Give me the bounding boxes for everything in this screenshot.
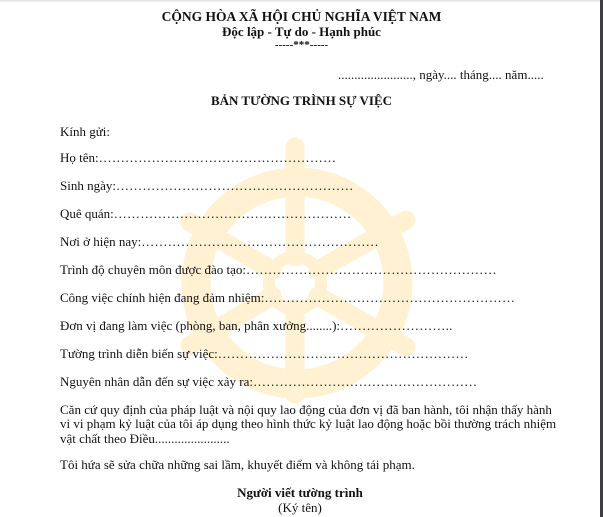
field-label: Đơn vị đang làm việc (phòng, ban, phân xưởng........): [60,318,341,333]
promise-statement: Tôi hứa sẽ sửa chữa những sai lầm, khuyết điểm và không tái phạm. [60,457,415,472]
field-label: Quê quán: [60,206,114,221]
field-blank: ……………………………………………… [113,206,352,221]
field-current-job [60,290,515,305]
nation-heading: CỘNG HÒA XÃ HỘI CHỦ NGHĨA VIỆT NAM [161,9,442,24]
field-incident-cause [60,374,477,389]
top-edge-shadow [0,0,603,3]
date-line: ......................., ngày.... tháng.... năm..... [338,67,544,82]
field-label: Sinh ngày: [60,178,116,193]
motto: Độc lập - Tự do - Hạnh phúc [222,24,381,39]
field-blank: ………………………………………………… [217,346,469,361]
field-work-unit [60,318,453,333]
field-label: Họ tên: [60,150,99,165]
field-incident-description [60,346,469,361]
field-blank: ………………………………………………… [264,290,516,305]
field-label: Nơi ở hiện nay: [60,234,142,249]
field-current-address [60,234,379,249]
field-blank: …………………….. [340,318,453,333]
field-blank: ………………………………………………… [246,262,497,277]
signature-note: (Ký tên) [278,500,322,515]
field-blank: ……………………………………………… [115,178,354,193]
field-label: Nguyên nhân dẫn đến sự việc xảy ra: [60,374,253,389]
field-full-name [60,150,336,165]
document-title: BẢN TƯỜNG TRÌNH SỰ VIỆC [210,93,393,108]
separator: -----***----- [274,39,329,51]
discipline-paragraph: Căn cứ quy định của pháp luật và nội quy lao động của đơn vị đã ban hành, tôi nhận thấy hành vi vi phạm kỷ luật của tôi áp dụng theo hình thức kỷ luật lao động hoặc bồi thường trách nhiệm vật chất theo Điều....................... [60,402,557,446]
field-hometown [60,206,351,221]
field-blank: ……………………………………………… [98,150,337,165]
field-blank: …………………………………………… [252,374,478,389]
field-label: Tường trình diễn biến sự việc: [60,346,218,361]
field-label: Công việc chính hiện đang đảm nhiệm: [60,290,265,305]
field-blank: ……………………………………………… [141,234,379,249]
field-birth-date [60,178,354,193]
field-recipient [60,124,110,139]
field-label: Trình độ chuyên môn được đào tạo: [60,262,247,277]
field-label: Kính gửi: [60,124,111,139]
field-qualification [60,262,497,277]
signature-title: Người viết tường trình [237,485,363,500]
